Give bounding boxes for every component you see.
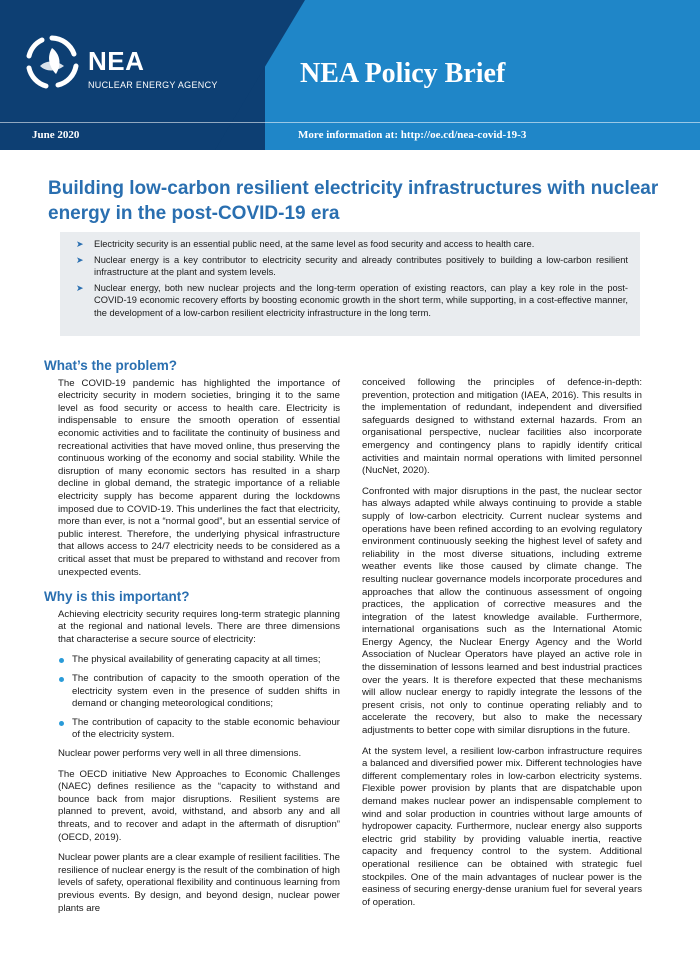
nea-atom-logo-icon	[22, 32, 82, 92]
bullet-dot-icon	[59, 721, 64, 726]
paragraph: The COVID-19 pandemic has highlighted the importance of electricity security in modern societies, bringing it to the same level as food security or access to health care. Electricity is indispensable to ensure the smooth operation of essential economic activities and to facilitate the continuity of business and recreational activities that have moved online, thus preserving the continuous working of the economy and social stability. While the disruption of many economic sectors has resulted in a sharp decline in global demand, the strategic importance of a reliable electricity supply has become apparent during the lockdowns imposed due to COVID-19. This underlines the fact that electricity, more than ever, is not a “normal good”, but an essential service of public interest. Therefore, the underlying physical infrastructure that allows access to 24/7 electricity needs to be considered as a critical asset that must be prepared to withstand and recover from unexpected events.	[58, 377, 340, 578]
summary-text: Electricity security is an essential public need, at the same level as food security and access to health care.	[94, 239, 535, 249]
section-heading-importance: Why is this important?	[44, 589, 190, 605]
left-column	[44, 358, 340, 923]
list-item	[58, 654, 340, 667]
paragraph: Nuclear power plants are a clear example of resilient facilities. The resilience of nuclear energy is the result of the combination of high levels of safety, operational flexibility and continuous learning from previous events. By design, and beyond design, nuclear power plants are	[58, 852, 340, 914]
summary-item	[72, 238, 628, 251]
page-title: Building low-carbon resilient electricity infrastructures with nuclear energy in the post-COVID-19 era	[48, 178, 659, 224]
logo-subtitle: NUCLEAR ENERGY AGENCY	[88, 80, 218, 90]
list-item	[58, 673, 340, 711]
publication-date: June 2020	[32, 129, 80, 141]
right-column	[362, 377, 642, 917]
bullet-dot-icon	[59, 658, 64, 663]
paragraph: Achieving electricity security requires long-term strategic planning at the regional and national levels. There are three dimensions that characterise a secure source of electricity:	[58, 608, 340, 645]
arrow-bullet-icon: ➤	[76, 254, 84, 265]
logo-text: NEA	[88, 46, 145, 76]
section-heading-problem: What’s the problem?	[44, 358, 178, 373]
paragraph: conceived following the principles of defence-in-depth: prevention, protection and mitigation (IAEA, 2016). This results in the implementation of redundant, independent and diversified safeguards designed to withstand external hazards. From an organisational perspective, nuclear facilities also incorporate emergency and contingency plans to rapidly identify critical activities and maintain normal operations with limited personnel (NucNet, 2020).	[362, 377, 642, 477]
more-info-link[interactable]: More information at: http://oe.cd/nea-covid-19-3	[298, 129, 527, 141]
summary-text: Nuclear energy, both new nuclear projects and the long-term operation of existing reactors, can play a key role in the post-COVID-19 economic recovery efforts by boosting economic growth in the short term, while supporting, in a cost-effective manner, the development of a low-carbon resilient electricity infrastructure in the long term.	[94, 282, 628, 318]
paragraph: Confronted with major disruptions in the past, the nuclear sector has always adapted while always continuing to provide a stable supply of low-carbon electricity. Current nuclear systems and operations have been refined according to an evolving regulatory environment continuously seeking the highest level of safety and reliability in the most diverse situations, including extreme weather events like those caused by climate change. The resulting nuclear governance models incorporate procedures and approaches that allow the continuous assessment of ongoing practices, the application of corrective measures and the integration of the latest knowledge available. Furthermore, international organisations such as the International Atomic Energy Agency, the Nuclear Energy Agency and the World Association of Nuclear Operators have played an active role in the dissemination of lessons learned and best industrial practices over the years. It is therefore expected that these mechanisms will allow nuclear energy to rapidly integrate the lessons of the present crisis, not only to continue operating reliably and to accelerate the recovery, but also to make the necessary adjustments to better cope with similar disruptions in the future.	[362, 485, 642, 737]
summary-text: Nuclear energy is a key contributor to electricity security and already contributes positively to building a low-carbon resilient infrastructure at the plant and system levels.	[94, 254, 628, 278]
header-wedge	[215, 0, 305, 150]
paragraph: At the system level, a resilient low-carbon infrastructure requires a balanced and diversified power mix. Different technologies have different complementary roles in low-carbon electricity systems. Flexible power provision by plants that are dispatchable upon demand makes nuclear power an indispensable complement to wind and solar production in countries without large amounts of hydropower capacity. Furthermore, nuclear energy also supports electric grid stability by providing valuable inertia, reactive capacity and frequency control to the system. Additional operational resilience can be obtained with strategic fuel stockpiles. One of the main advantages of nuclear power is the easiness of securing energy-dense uranium fuel for several years of operation.	[362, 745, 642, 908]
list-item-text: The physical availability of generating capacity at all times;	[72, 654, 321, 666]
arrow-bullet-icon: ➤	[76, 239, 84, 249]
header-banner	[0, 0, 700, 150]
list-item	[58, 717, 340, 742]
bullet-dot-icon	[59, 677, 64, 682]
arrow-bullet-icon: ➤	[76, 282, 84, 293]
policy-brief-title: NEA Policy Brief	[300, 58, 506, 89]
dimension-list	[58, 654, 340, 742]
list-item-text: The contribution of capacity to the stable economic behaviour of the electricity system.	[72, 716, 340, 741]
summary-box	[60, 232, 640, 336]
header-divider	[0, 122, 700, 123]
paragraph: Nuclear power performs very well in all three dimensions.	[58, 748, 302, 760]
summary-item	[72, 282, 628, 320]
summary-item	[72, 254, 628, 279]
list-item-text: The contribution of capacity to the smooth operation of the electricity system even in the presence of sudden shifts in demand or changing meteorological conditions;	[72, 673, 340, 710]
paragraph: The OECD initiative New Approaches to Economic Challenges (NAEC) defines resilience as the “capacity to withstand and bounce back from major disruptions. Resilient systems are planned to prevent, avoid, withstand, and absorb any and all threats, and to recover and adapt in the aftermath of disruption” (OECD, 2019).	[58, 768, 340, 843]
